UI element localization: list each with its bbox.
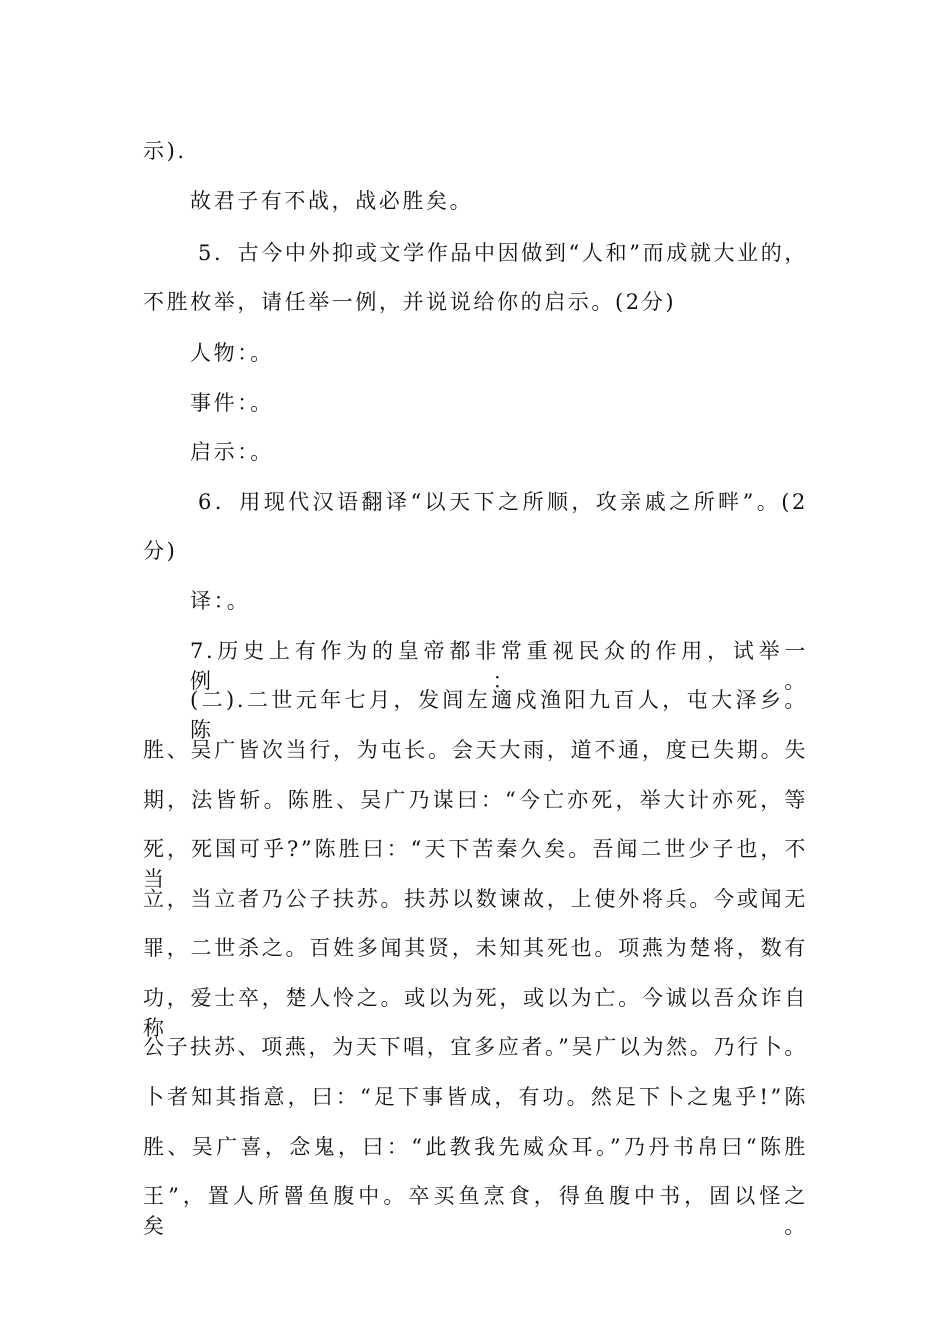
answer-person: 人物：。	[190, 341, 274, 365]
passage-line: (二).二世元年七月，发闾左適戍渔阳九百人，屯大泽乡。陈	[190, 688, 808, 742]
question-7: 7.历史上有作为的皇帝都非常重视民众的作用，试举一例：。	[190, 639, 808, 693]
passage-line: 公子扶苏、项燕，为天下唱，宜多应者。”吴广以为然。乃行卜。	[143, 1035, 808, 1059]
passage-line: 死，死国可乎?”陈胜曰：“天下苦秦久矣。吾闻二世少子也，不当	[143, 837, 808, 891]
question-5: 5．古今中外抑或文学作品中因做到“人和”而成就大业的，	[198, 241, 808, 265]
text-line: 故君子有不战，战必胜矣。	[190, 189, 474, 213]
passage-line: 卜者知其指意，曰：“足下事皆成，有功。然足下卜之鬼乎!”陈	[143, 1085, 808, 1109]
passage-line: 立，当立者乃公子扶苏。扶苏以数谏故，上使外将兵。今或闻无	[143, 887, 808, 911]
passage-line: 功，爱士卒，楚人怜之。或以为死，或以为亡。今诚以吾众诈自称	[143, 986, 808, 1040]
passage-line: 罪，二世杀之。百姓多闻其贤，未知其死也。项燕为楚将，数有	[143, 936, 808, 960]
text-line: 不胜枚举，请任举一例，并说说给你的启示。(2分)	[143, 290, 677, 314]
passage-line: 期，法皆斩。陈胜、吴广乃谋曰：“今亡亦死，举大计亦死，等	[143, 788, 808, 812]
question-6: 6．用现代汉语翻译“以天下之所顺，攻亲戚之所畔”。(2	[198, 490, 808, 514]
text-line: 示).	[143, 139, 187, 163]
answer-translation: 译：。	[190, 589, 251, 613]
passage-line: 胜、吴广喜，念鬼，曰：“此教我先威众耳。”乃丹书帛曰“陈胜	[143, 1135, 808, 1159]
passage-line: 王”，置人所罾鱼腹中。卒买鱼烹食，得鱼腹中书，固以怪之矣。	[143, 1184, 808, 1238]
text-line: 分)	[143, 539, 178, 563]
answer-insight: 启示：。	[190, 440, 274, 464]
passage-line: 胜、吴广皆次当行，为屯长。会天大雨，道不通，度已失期。失	[143, 738, 808, 762]
answer-event: 事件：。	[190, 391, 274, 415]
